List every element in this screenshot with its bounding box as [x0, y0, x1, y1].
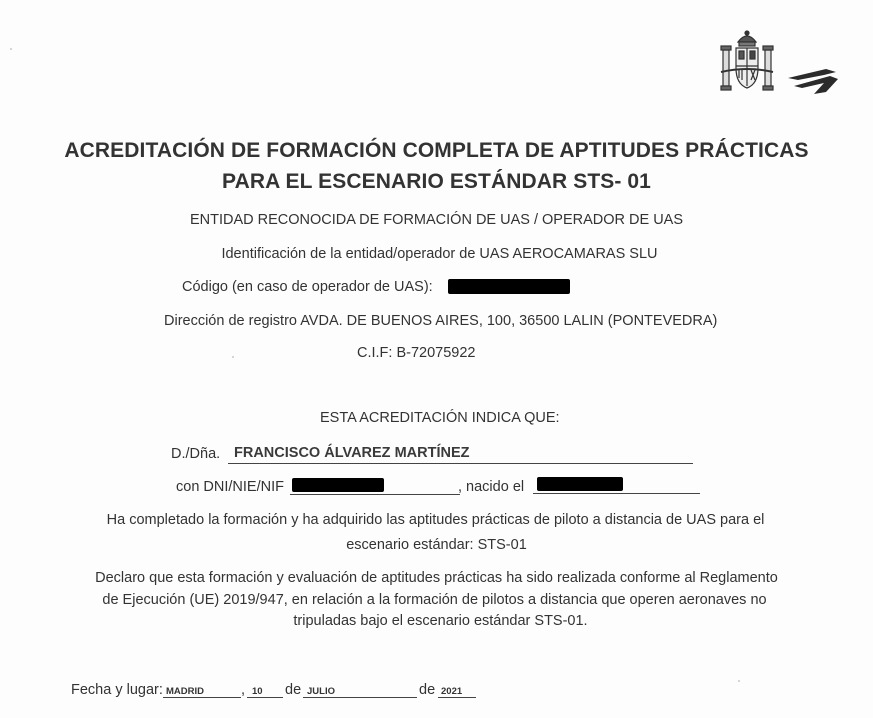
redacted-dni: [292, 478, 384, 492]
month-underline: [303, 697, 417, 698]
month-value: JULIO: [307, 686, 335, 697]
spain-coat-of-arms-icon: [718, 28, 776, 98]
redacted-birthdate: [537, 477, 623, 491]
born-label: , nacido el: [458, 479, 525, 495]
birthdate-underline: [533, 493, 700, 494]
de-label-2: de: [419, 682, 436, 698]
scan-speck: [10, 48, 12, 50]
date-separator: ,: [241, 682, 246, 698]
declaration-line-1: Declaro que esta formación y evaluación de aptitudes prácticas ha sido realizada conforme al Reglamento: [95, 570, 778, 586]
de-label-1: de: [285, 682, 302, 698]
scan-speck: [232, 356, 234, 358]
day-value: 10: [252, 686, 263, 697]
title-line-1: ACREDITACIÓN DE FORMACIÓN COMPLETA DE APTITUDES PRÁCTICAS: [64, 139, 809, 162]
accreditation-heading: ESTA ACREDITACIÓN INDICA QUE:: [320, 410, 560, 426]
entity-cif: C.I.F: B-72075922: [357, 345, 476, 361]
place-underline: [163, 697, 241, 698]
name-label: D./Dña.: [171, 446, 221, 462]
day-underline: [247, 697, 283, 698]
person-name: FRANCISCO ÁLVAREZ MARTÍNEZ: [234, 445, 470, 461]
dni-underline: [290, 494, 460, 495]
declaration-line-3: tripuladas bajo el escenario estándar STS-01.: [293, 613, 588, 629]
scan-speck: [738, 680, 740, 682]
statement-line-1: Ha completado la formación y ha adquirido las aptitudes prácticas de piloto a distancia de UAS para el: [106, 512, 765, 528]
date-place-label: Fecha y lugar:: [71, 682, 163, 698]
redacted-code: [448, 279, 570, 294]
entity-heading: ENTIDAD RECONOCIDA DE FORMACIÓN DE UAS / OPERADOR DE UAS: [189, 212, 684, 228]
entity-code-label: Código (en caso de operador de UAS):: [182, 279, 433, 295]
declaration-line-2: de Ejecución (UE) 2019/947, en relación a la formación de pilotos a distancia que operen aeronaves no: [102, 592, 767, 608]
title-line-2: PARA EL ESCENARIO ESTÁNDAR STS- 01: [222, 170, 651, 193]
statement-line-2: escenario estándar: STS-01: [346, 537, 527, 553]
aesa-logo-icon: [784, 66, 840, 96]
entity-address: Dirección de registro AVDA. DE BUENOS AIRES, 100, 36500 LALIN (PONTEVEDRA): [164, 313, 718, 329]
name-underline: [228, 463, 693, 464]
year-underline: [438, 697, 476, 698]
place-value: MADRID: [166, 686, 204, 697]
dni-label: con DNI/NIE/NIF: [176, 479, 284, 495]
entity-identification: Identificación de la entidad/operador de UAS AEROCAMARAS SLU: [221, 246, 658, 262]
year-value: 2021: [441, 686, 463, 697]
